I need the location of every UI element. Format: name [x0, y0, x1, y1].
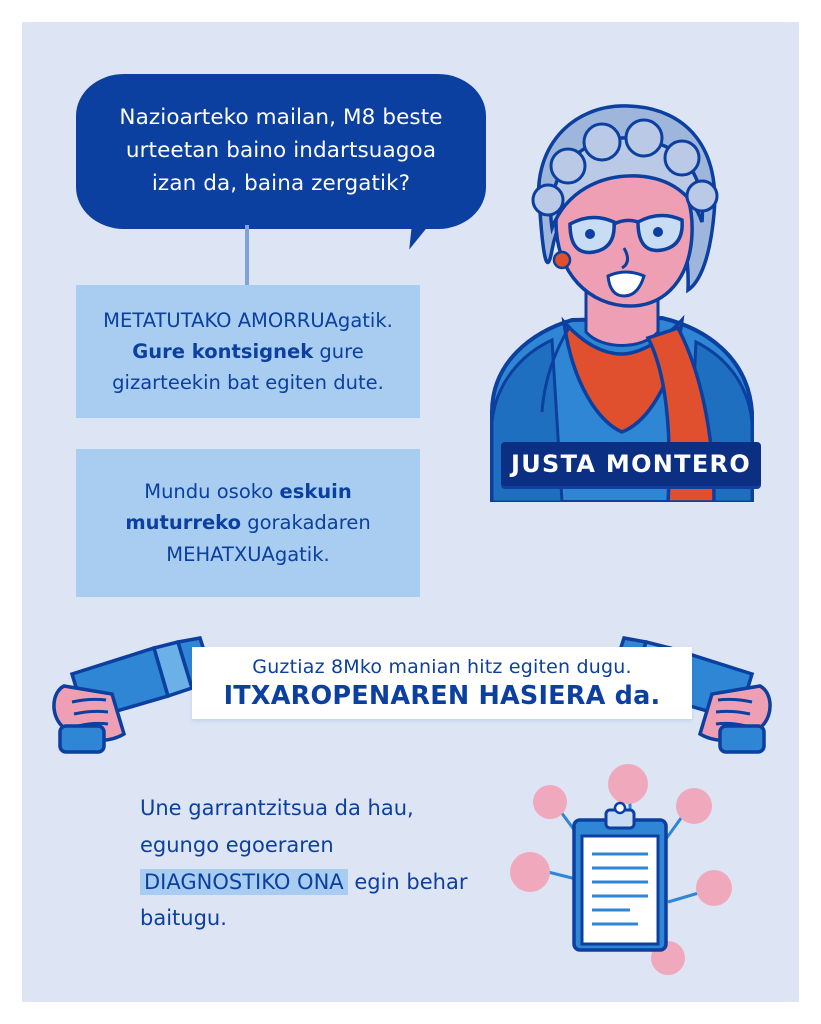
speech-bubble-text: Nazioarteko mailan, M8 beste urteetan baino indartsuagoa izan da, baina zergatik? — [119, 105, 443, 196]
reason-box-mehatxua — [76, 449, 420, 597]
node-dot — [608, 764, 648, 804]
banner-card — [192, 647, 692, 719]
bubble-connector-line — [245, 225, 249, 287]
banner-line-2: ITXAROPENAREN HASIERA da. — [223, 680, 661, 711]
portrait-name-text: JUSTA MONTERO — [510, 450, 752, 478]
poster-canvas — [22, 22, 799, 1002]
closing-line-4: baitugu. — [140, 906, 227, 931]
reason-box-amorrua — [76, 285, 420, 418]
node-dot — [696, 870, 732, 906]
node-dot — [533, 785, 567, 819]
banner-section — [42, 622, 782, 762]
closing-highlight: DIAGNOSTIKO ONA — [140, 869, 348, 895]
closing-line-2: egungo egoeraren — [140, 832, 334, 857]
closing-line-3 — [140, 864, 470, 901]
node-dot — [510, 852, 550, 892]
closing-line-1: Une garrantzitsua da hau, — [140, 796, 414, 820]
reason-box-amorrua-text: METATUTAKO AMORRUAgatik. Gure kontsignek gure gizarteekin bat egiten dute. — [103, 308, 393, 395]
closing-line-3-rest: egin behar — [347, 869, 468, 894]
clipboard-illustration — [462, 762, 762, 977]
node-dot — [676, 788, 712, 824]
portrait-illustration — [452, 82, 782, 502]
closing-paragraph — [140, 790, 470, 937]
portrait-nameplate — [501, 442, 761, 486]
speech-bubble-tail — [409, 196, 441, 252]
banner-line-1: Guztiaz 8Mko manian hitz egiten dugu. — [252, 655, 632, 678]
reason-box-mehatxua-text: Mundu osoko eskuin muturreko gorakadaren MEHATXUAgatik. — [125, 480, 371, 566]
